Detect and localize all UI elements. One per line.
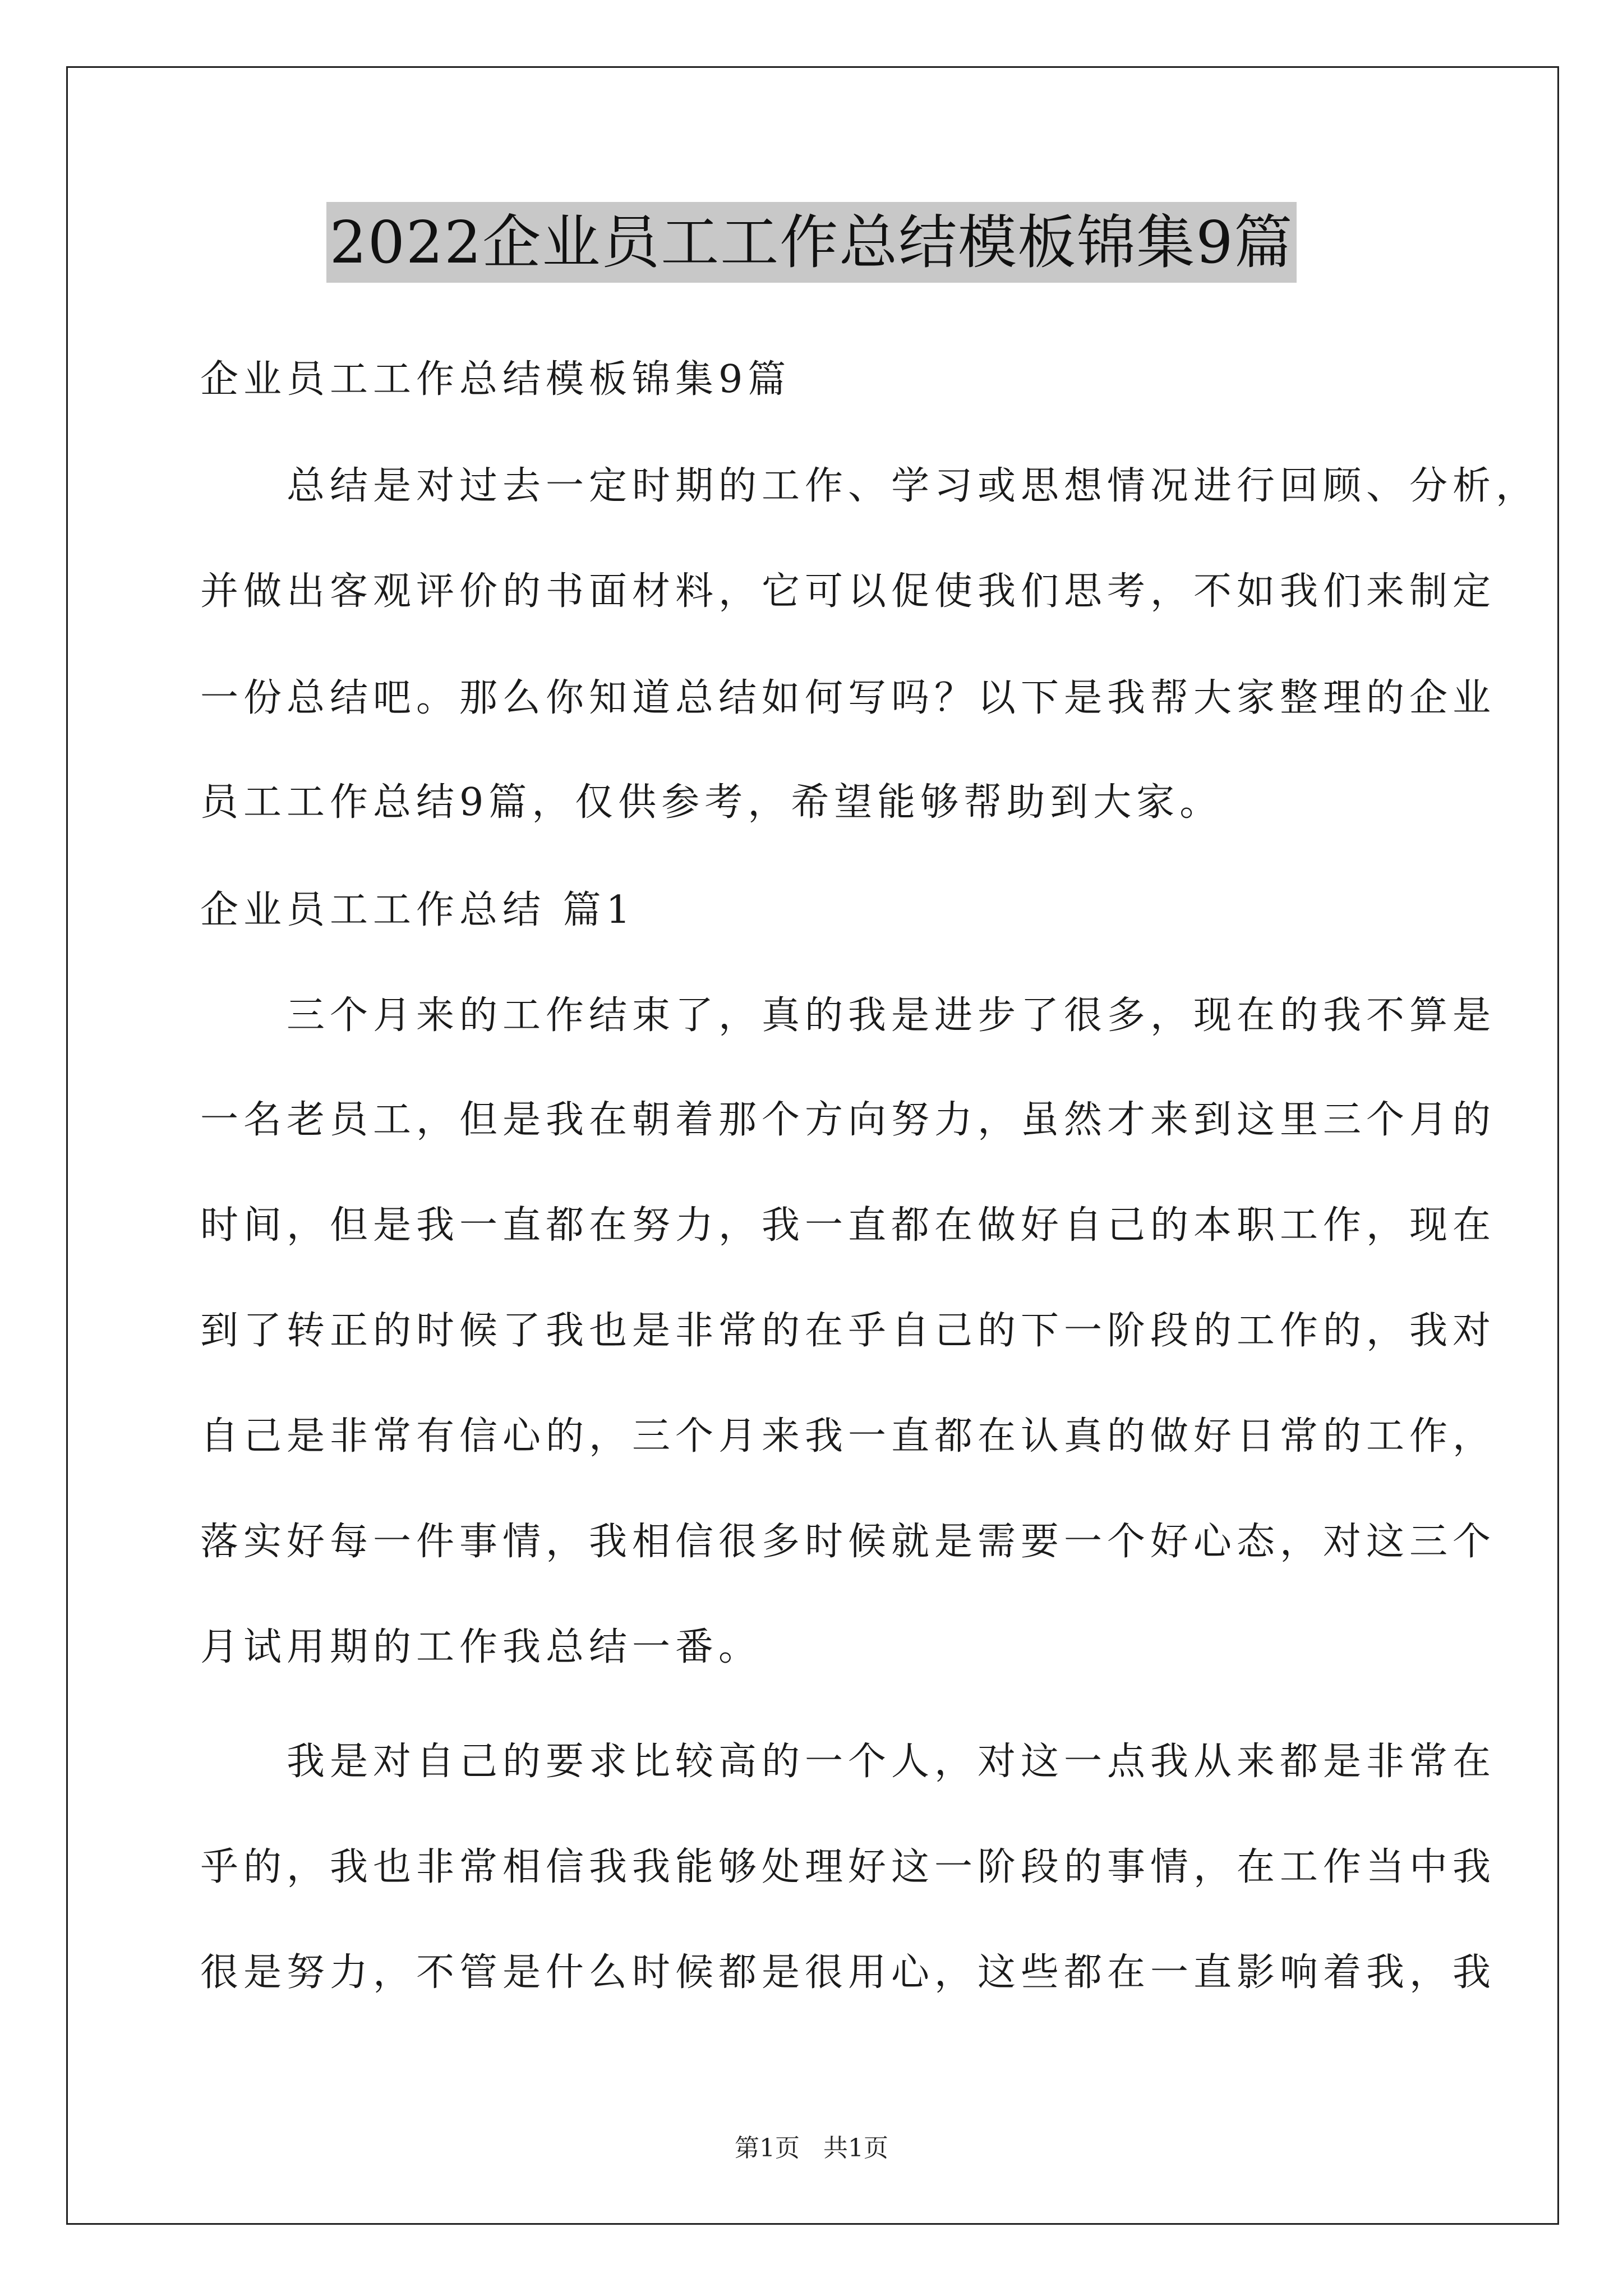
intro-line: 总结是对过去一定时期的工作、学习或思想情况进行回顾、分析， [200,464,1539,508]
intro-line: 员工工作总结9篇，仅供参考，希望能够帮助到大家。 [200,780,1223,825]
paragraph-line: 很是努力，不管是什么时候都是很用心，这些都在一直影响着我，我 [200,1950,1496,1995]
page-total: 共1页 [823,2134,888,2162]
paragraph-line: 我是对自己的要求比较高的一个人，对这一点我从来都是非常在 [200,1740,1496,1784]
paragraph-line: 乎的，我也非常相信我我能够处理好这一阶段的事情，在工作当中我 [200,1845,1496,1889]
section-heading: 企业员工工作总结 篇1 [200,888,635,932]
paragraph-line: 到了转正的时候了我也是非常的在乎自己的下一阶段的工作的，我对 [200,1309,1496,1353]
intro-line: 一份总结吧。那么你知道总结如何写吗？以下是我帮大家整理的企业 [200,676,1496,720]
paragraph-line: 月试用期的工作我总结一番。 [200,1625,762,1669]
paragraph-line: 自己是非常有信心的，三个月来我一直都在认真的做好日常的工作， [200,1414,1496,1458]
title-wrap [0,202,1623,283]
intro-line: 并做出客观评价的书面材料，它可以促使我们思考，不如我们来制定 [200,569,1496,614]
document-subtitle: 企业员工工作总结模板锦集9篇 [200,357,791,402]
paragraph-line: 落实好每一件事情，我相信很多时候就是需要一个好心态，对这三个 [200,1520,1496,1564]
paragraph-line: 时间，但是我一直都在努力，我一直都在做好自己的本职工作，现在 [200,1203,1496,1248]
paragraph-line: 三个月来的工作结束了，真的我是进步了很多，现在的我不算是 [200,993,1496,1038]
page-footer [0,2132,1623,2165]
paragraph-line: 一名老员工，但是我在朝着那个方向努力，虽然才来到这里三个月的 [200,1098,1496,1142]
document-title: 2022企业员工工作总结模板锦集9篇 [326,202,1297,283]
page-number: 第1页 [735,2134,800,2162]
